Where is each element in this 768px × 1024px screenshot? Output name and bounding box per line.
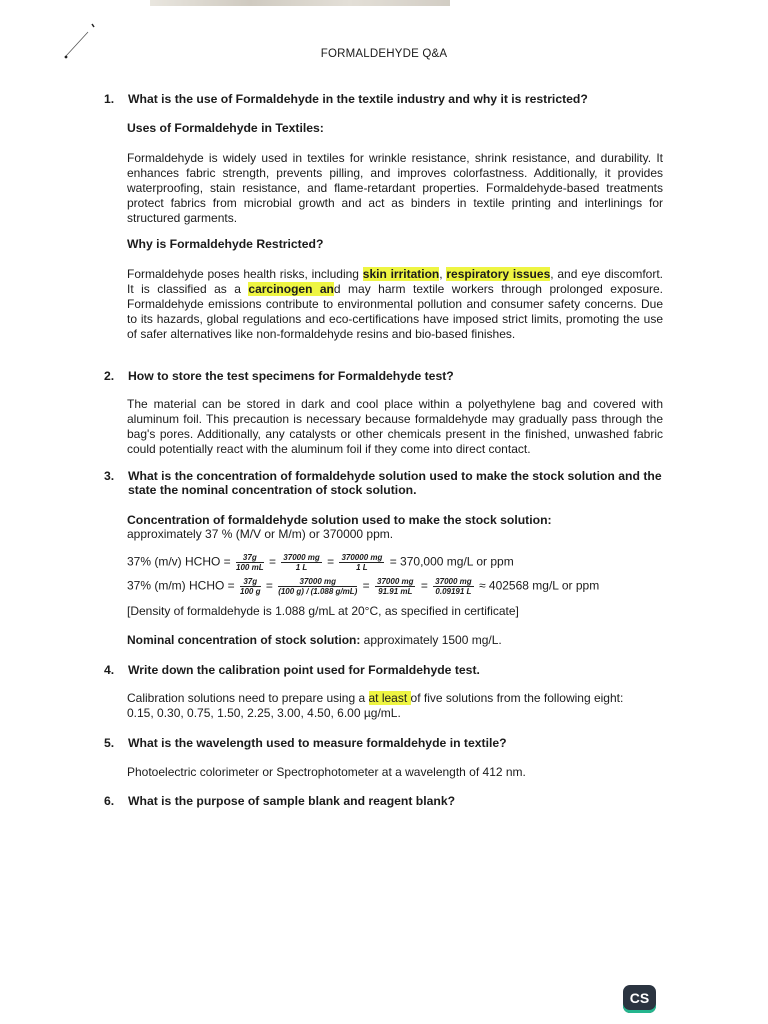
question-4 (104, 663, 664, 677)
highlight-respiratory-issues: respiratory issues (446, 267, 551, 281)
highlight-skin-irritation: skin irritation (362, 267, 440, 281)
restricted-heading: Why is Formaldehyde Restricted? (127, 237, 324, 251)
formula-mm: 37% (m/m) HCHO = $\frac{37g}{100 g}$ = $\frac{37000 mg}{(100 g) / (1.088 g/mL)}$ = $\frac{37000 mg}{91.91 mL}$ = $\frac{37000 mg}{0.09191 L}$ ≈ 402568 mg/L or ppm (127, 577, 600, 596)
fraction (278, 577, 357, 596)
uses-paragraph: Formaldehyde is widely used in textiles for wrinkle resistance, shrink resistance, and durability. It enhances fabric strength, prevents pilling, and improves colorfastness. Additionally, it provides waterproofing, stain resistance, and flame-retardant properties. Formaldehyde-based treatments protect fabrics from microbial growth and act as binders in textile printing and interlinings for structured garments. (127, 151, 663, 225)
question-text: Write down the calibration point used for Formaldehyde test. (128, 663, 480, 677)
formula-result: ≈ 402568 mg/L or ppm (478, 578, 600, 593)
density-note: [Density of formaldehyde is 1.088 g/mL at 20°C, as specified in certificate] (127, 604, 519, 618)
answer-4-line-1 (127, 691, 687, 706)
fraction (433, 577, 473, 596)
document-title: FORMALDEHYDE Q&A (320, 48, 448, 60)
uses-heading: Uses of Formaldehyde in Textiles: (127, 121, 324, 135)
camscanner-logo: CS (623, 985, 656, 1013)
scan-edge-strip (150, 0, 450, 6)
question-text: What is the wavelength used to measure formaldehyde in textile? (128, 736, 507, 750)
denominator: 91.91 mL (378, 587, 413, 596)
highlight-at-least: at least (368, 691, 411, 705)
formula-mv: 37% (m/v) HCHO = $\frac{37g}{100 mL}$ = $\frac{37000 mg}{1 L}$ = $\frac{370000 mg}{1 L}$ = 370,000 mg/L or ppm (127, 553, 514, 572)
question-number: 5. (104, 736, 115, 750)
concentration-value: approximately 37 % (M/V or M/m) or 370000 ppm. (127, 527, 394, 541)
question-2 (104, 369, 664, 383)
text-run: , (439, 267, 447, 281)
denominator: 100 mL (236, 563, 264, 572)
question-number: 6. (104, 794, 115, 808)
fraction (281, 553, 321, 572)
nominal-label: Nominal concentration of stock solution: (127, 633, 361, 647)
question-5 (104, 736, 664, 750)
question-text: What is the use of Formaldehyde in the textile industry and why it is restricted? (128, 92, 588, 106)
numerator: 37g (236, 553, 264, 563)
fraction (240, 577, 260, 596)
text-run: Calibration solutions need to prepare using a (127, 691, 369, 705)
question-number: 1. (104, 92, 115, 106)
answer-4-line-2: 0.15, 0.30, 0.75, 1.50, 2.25, 3.00, 4.50, 6.00 µg/mL. (127, 706, 401, 720)
numerator: 370000 mg (341, 553, 383, 562)
question-6 (104, 794, 664, 808)
nominal-value: approximately 1500 mg/L. (360, 633, 502, 647)
denominator: 1 L (356, 563, 368, 572)
question-text: What is the purpose of sample blank and reagent blank? (128, 794, 456, 808)
text-run: Formaldehyde poses health risks, including (127, 267, 363, 281)
highlight-carcinogen: carcinogen an (248, 282, 334, 296)
answer-2: The material can be stored in dark and cool place within a polyethylene bag and covered with aluminum foil. This precaution is necessary because formaldehyde may gradually pass through the bag's pores. Additionally, any catalysts or other chemicals present in the finished, unwashed fabric could potentially react with the aluminum foil if they come into direct contact. (127, 397, 663, 456)
numerator: 37000 mg (435, 577, 472, 586)
formula-result: = 370,000 mg/L or ppm (389, 554, 514, 569)
answer-5: Photoelectric colorimeter or Spectrophotometer at a wavelength of 412 nm. (127, 765, 526, 779)
denominator: 100 g (240, 587, 261, 596)
question-number: 4. (104, 663, 115, 677)
nominal-concentration (127, 633, 687, 648)
text-run: of five solutions from the following eight: (410, 691, 624, 705)
question-text: What is the concentration of formaldehyde solution used to make the stock solution and the state the nominal concentration of stock solution. (128, 469, 662, 497)
numerator: 37000 mg (377, 577, 414, 586)
fraction (236, 553, 264, 572)
question-number: 3. (104, 469, 115, 483)
question-1 (104, 92, 664, 106)
formula-label: 37% (m/m) HCHO = (127, 578, 235, 593)
question-3 (104, 469, 664, 497)
numerator: 37g (240, 577, 260, 587)
fraction (339, 553, 384, 572)
fraction (375, 577, 415, 596)
text-run: d may harm textile workers through prolonged exposure. Formaldehyde emissions contribute to environmental pollution and consumer safety concerns. Due to its hazards, global regulations and eco-certifications have imposed strict limits, promoting the use of safer alternatives like non-formaldehyde resins and bio-based finishes. (127, 282, 663, 341)
denominator: 0.09191 L (435, 587, 472, 596)
restricted-paragraph (127, 267, 663, 342)
question-text: How to store the test specimens for Formaldehyde test? (128, 369, 454, 383)
concentration-heading: Concentration of formaldehyde solution used to make the stock solution: (127, 513, 552, 527)
numerator: 37000 mg (283, 553, 320, 562)
formula-label: 37% (m/v) HCHO = (127, 554, 231, 569)
text-run: , and eye discomfort. It is classified as a (127, 267, 664, 296)
question-number: 2. (104, 369, 115, 383)
denominator: (100 g) / (1.088 g/mL) (278, 587, 358, 596)
numerator: 37000 mg (278, 577, 357, 587)
denominator: 1 L (295, 563, 308, 572)
